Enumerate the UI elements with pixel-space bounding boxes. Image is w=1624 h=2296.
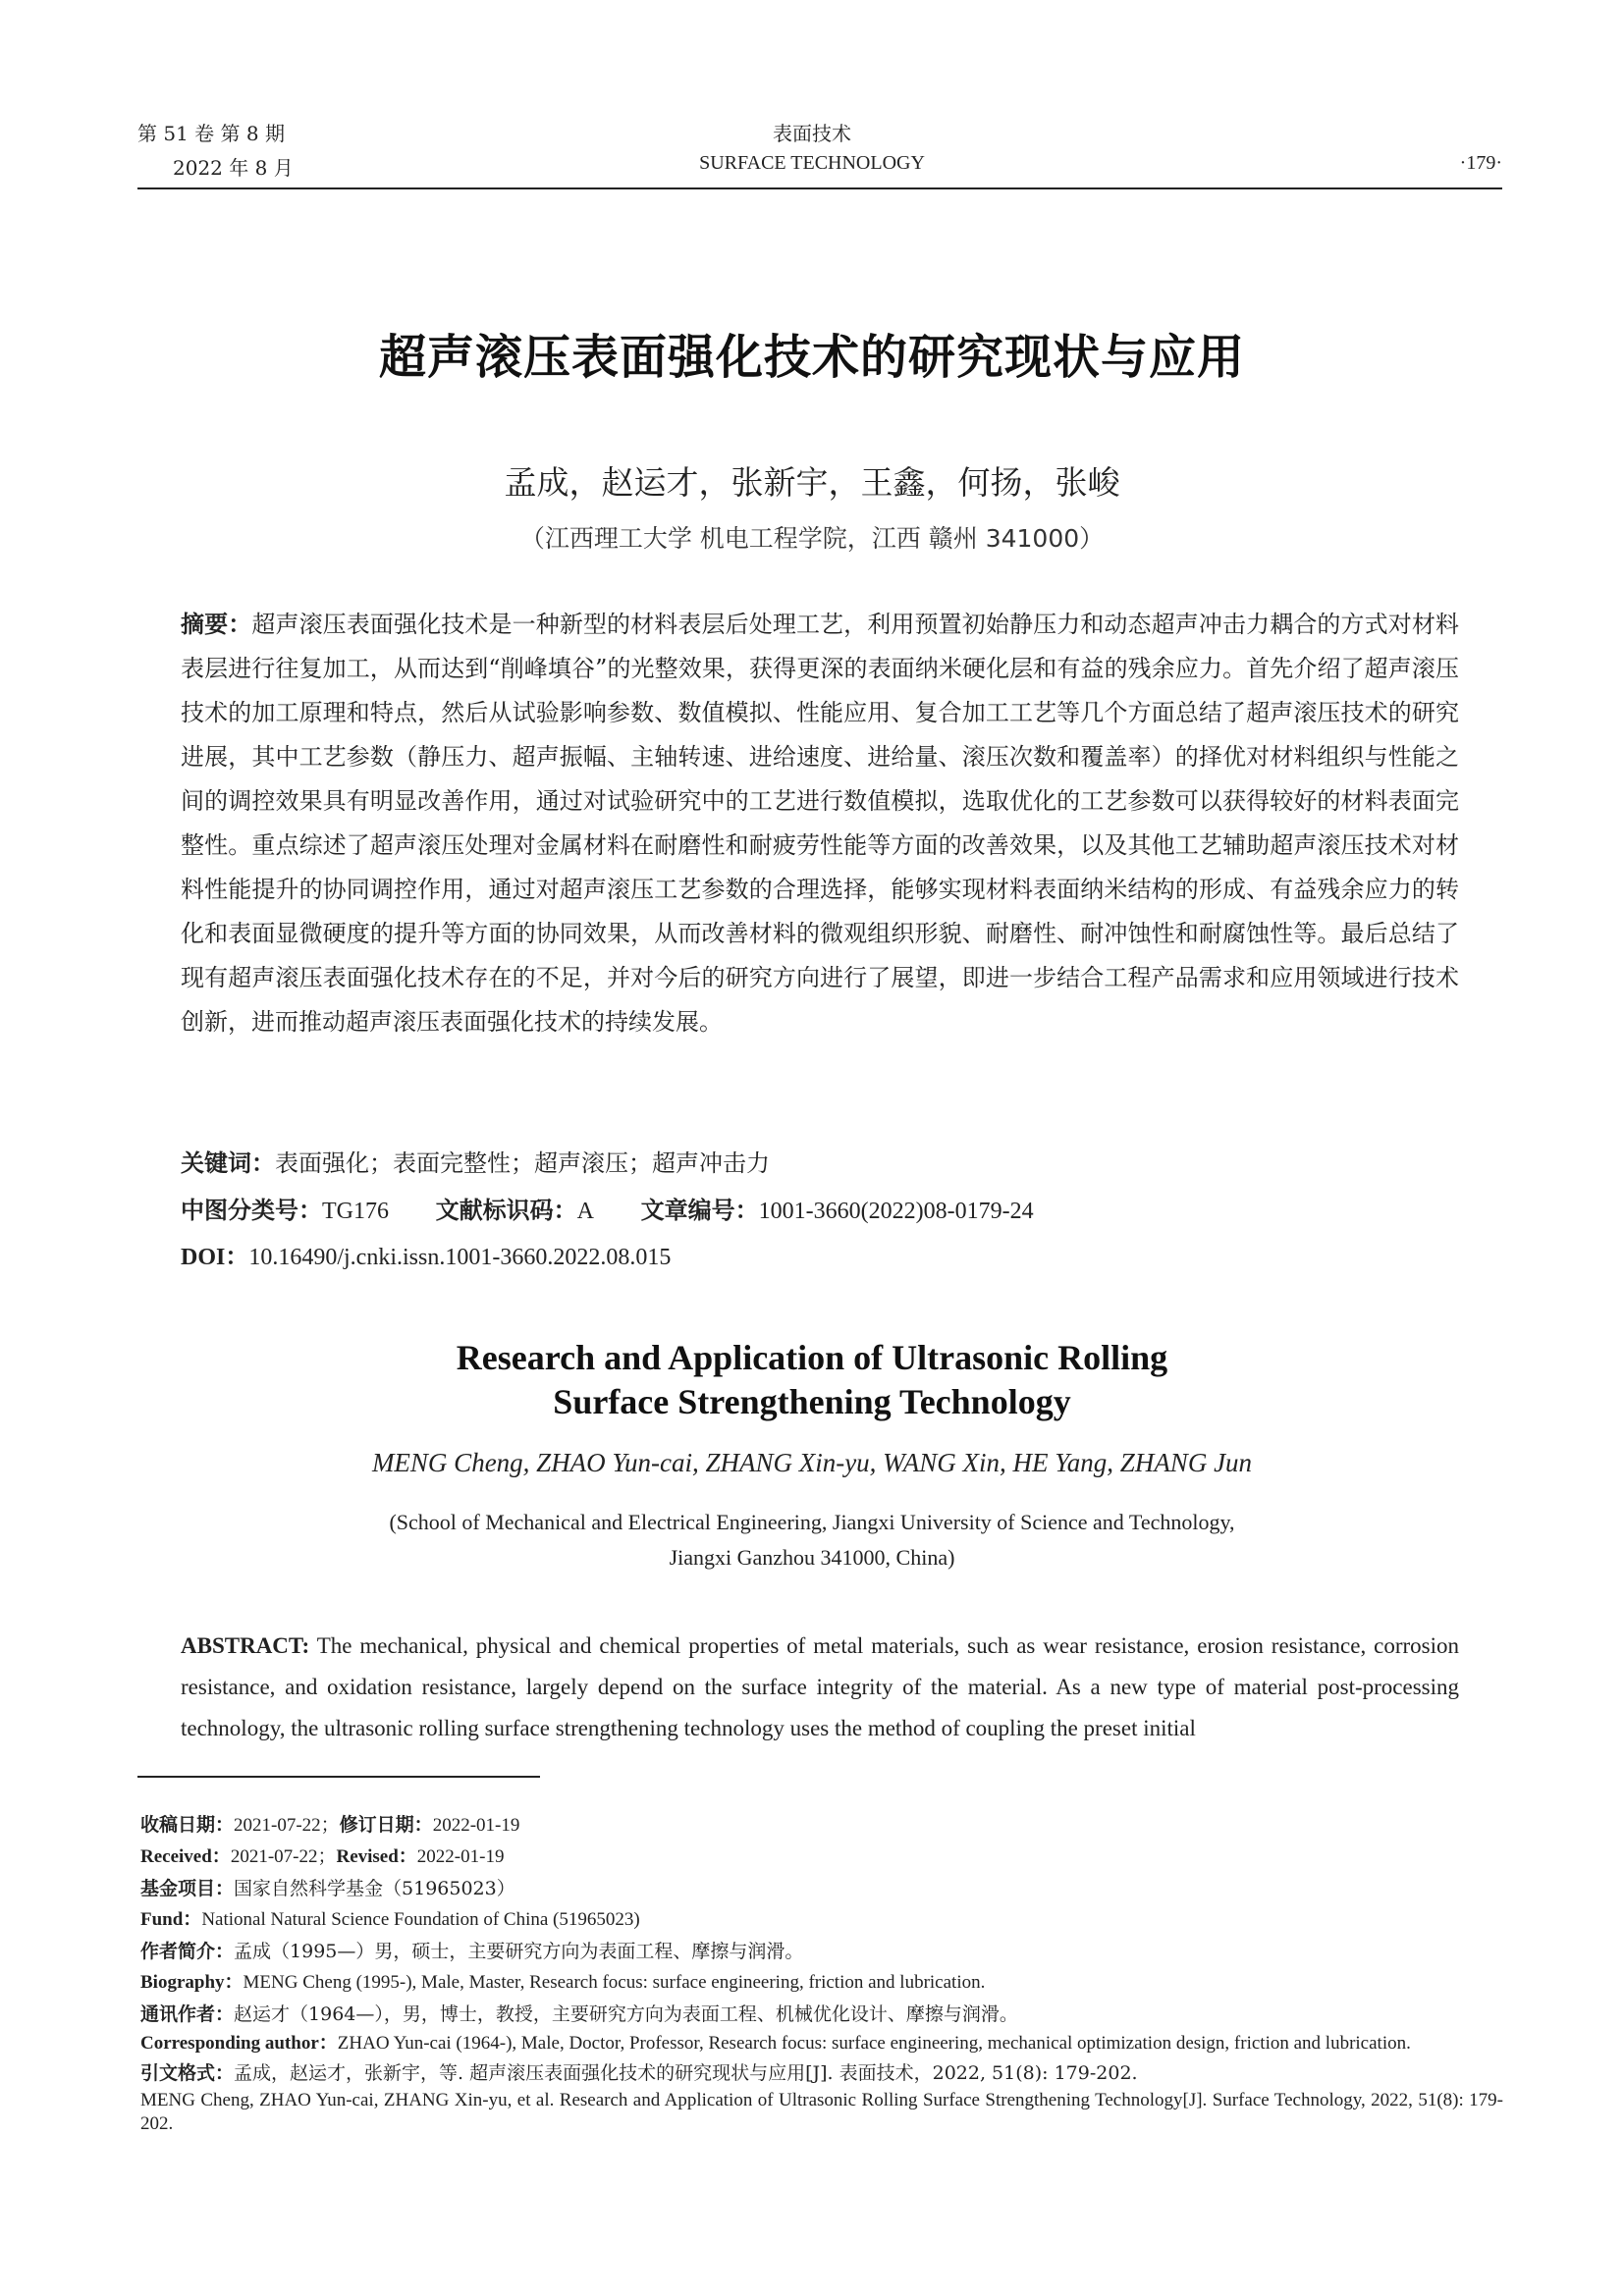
bio-cn-label: 作者简介： bbox=[140, 1941, 235, 1962]
fund-cn-label: 基金项目： bbox=[140, 1878, 235, 1899]
header-page-number: ·179· bbox=[1459, 152, 1502, 174]
abstract-en-label: ABSTRACT: bbox=[181, 1633, 310, 1658]
authors-cn: 孟成，赵运才，张新宇，王鑫，何扬，张峻 bbox=[504, 463, 1120, 502]
doi-label: DOI： bbox=[181, 1245, 249, 1270]
header-volume-issue: 第 51 卷 第 8 期 bbox=[137, 122, 285, 145]
corr-cn-value: 赵运才（1964—），男，博士，教授，主要研究方向为表面工程、机械优化设计、摩擦与润滑。 bbox=[234, 2003, 1018, 2025]
title-en-line1: Research and Application of Ultrasonic Rolling bbox=[456, 1338, 1168, 1377]
revised-cn-value: 2022-01-19 bbox=[432, 1815, 520, 1836]
footnote-fund-en bbox=[140, 1904, 1503, 1936]
doi-line bbox=[181, 1237, 671, 1271]
fund-en-value: National Natural Science Foundation of China (51965023) bbox=[201, 1909, 640, 1930]
clc-label: 中图分类号： bbox=[181, 1197, 322, 1224]
footnote-rule bbox=[137, 1776, 540, 1778]
received-cn-value: 2021-07-22； bbox=[234, 1815, 340, 1836]
fund-en-label: Fund： bbox=[140, 1909, 202, 1930]
cite-cn-value: 孟成，赵运才，张新宇，等. 超声滚压表面强化技术的研究现状与应用[J]. 表面技术，2022, 51(8): 179-202. bbox=[234, 2062, 1138, 2084]
bio-cn-value: 孟成（1995—）男，硕士，主要研究方向为表面工程、摩擦与润滑。 bbox=[234, 1941, 804, 1962]
affiliation-en-line1: (School of Mechanical and Electrical Engineering, Jiangxi University of Science and Technology, bbox=[389, 1510, 1235, 1534]
article-no-label: 文章编号： bbox=[640, 1197, 759, 1224]
header-journal-cn: 表面技术 bbox=[773, 122, 851, 145]
corr-en-label: Corresponding author： bbox=[140, 2033, 338, 2054]
abstract-cn bbox=[181, 603, 1459, 1044]
doi-value: 10.16490/j.cnki.issn.1001-3660.2022.08.015 bbox=[248, 1245, 672, 1270]
footnotes bbox=[140, 1809, 1503, 2136]
abstract-en bbox=[181, 1626, 1459, 1749]
footnote-fund-cn bbox=[140, 1873, 1503, 1904]
title-cn: 超声滚压表面强化技术的研究现状与应用 bbox=[378, 330, 1245, 385]
abstract-en-text: The mechanical, physical and chemical properties of metal materials, such as wear resistance, erosion resistance, corrosion resistance, and oxidation resistance, largely depend on the surface integrity of the material. As a new type of material post-processing technology, the ultrasonic rolling surface strengthening technology uses the method of coupling the preset initial bbox=[181, 1633, 1459, 1740]
abstract-cn-text: 超声滚压表面强化技术是一种新型的材料表层后处理工艺，利用预置初始静压力和动态超声冲击力耦合的方式对材料表层进行往复加工，从而达到“削峰填谷”的光整效果，获得更深的表面纳米硬化层和有益的残余应力。首先介绍了超声滚压技术的加工原理和特点，然后从试验影响参数、数值模拟、性能应用、复合加工工艺等几个方面总结了超声滚压技术的研究进展，其中工艺参数（静压力、超声振幅、主轴转速、进给速度、进给量、滚压次数和覆盖率）的择优对材料组织与性能之间的调控效果具有明显改善作用，通过对试验研究中的工艺进行数值模拟，选取优化的工艺参数可以获得较好的材料表面完整性。重点综述了超声滚压处理对金属材料在耐磨性和耐疲劳性能等方面的改善效果，以及其他工艺辅助超声滚压技术对材料性能提升的协同调控作用，通过对超声滚压工艺参数的合理选择，能够实现材料表面纳米结构的形成、有益残余应力的转化和表面显微硬度的提升等方面的协同效果，从而改善材料的微观组织形貌、耐磨性、耐冲蚀性和耐腐蚀性等。最后总结了现有超声滚压表面强化技术存在的不足，并对今后的研究方向进行了展望，即进一步结合工程产品需求和应用领域进行技术创新，进而推动超声滚压表面强化技术的持续发展。 bbox=[181, 611, 1460, 1036]
cite-cn-label: 引文格式： bbox=[140, 2062, 235, 2084]
abstract-cn-label: 摘要： bbox=[181, 611, 252, 638]
footnote-bio-cn bbox=[140, 1936, 1503, 1967]
doc-code-value: A bbox=[576, 1199, 594, 1224]
footnote-received-en bbox=[140, 1842, 1503, 1873]
footnote-corr-en bbox=[140, 2030, 1503, 2057]
keywords-cn-text: 表面强化；表面完整性；超声滚压；超声冲击力 bbox=[275, 1149, 770, 1177]
bio-en-label: Biography： bbox=[140, 1972, 244, 1993]
affiliation-cn: （江西理工大学 机电工程学院，江西 赣州 341000） bbox=[519, 524, 1105, 553]
affiliation-en-line2: Jiangxi Ganzhou 341000, China) bbox=[669, 1545, 955, 1570]
received-cn-label: 收稿日期： bbox=[140, 1814, 235, 1836]
footnote-received-cn bbox=[140, 1809, 1503, 1842]
title-en-line2: Surface Strengthening Technology bbox=[553, 1382, 1071, 1421]
footnote-corr-cn bbox=[140, 1999, 1503, 2030]
footnote-cite-en: MENG Cheng, ZHAO Yun-cai, ZHANG Xin-yu, et al. Research and Application of Ultrasonic Rolling Surface Strengthening Technology[J]. Surface Technology, 2022, 51(8): 179-202. bbox=[140, 2090, 1503, 2134]
revised-en-value: 2022-01-19 bbox=[416, 1846, 505, 1867]
footnote-bio-en bbox=[140, 1967, 1503, 1999]
header-journal-en: SURFACE TECHNOLOGY bbox=[699, 152, 925, 174]
authors-en: MENG Cheng, ZHAO Yun-cai, ZHANG Xin-yu, WANG Xin, HE Yang, ZHANG Jun bbox=[371, 1448, 1253, 1477]
keywords-cn-label: 关键词： bbox=[181, 1149, 275, 1177]
header-rule bbox=[137, 187, 1502, 189]
fund-cn-value: 国家自然科学基金（51965023） bbox=[234, 1878, 515, 1899]
received-en-label: Received： bbox=[140, 1846, 231, 1867]
classification-row bbox=[181, 1191, 1073, 1225]
corr-cn-label: 通讯作者： bbox=[140, 2003, 235, 2025]
article-no-value: 1001-3660(2022)08-0179-24 bbox=[758, 1199, 1034, 1224]
affiliation-en bbox=[0, 1505, 1624, 1575]
received-en-value: 2021-07-22； bbox=[230, 1846, 337, 1867]
corr-en-value: ZHAO Yun-cai (1964-), Male, Doctor, Professor, Research focus: surface engineering, mechanical optimization design, friction and lubrication. bbox=[337, 2033, 1411, 2054]
clc-value: TG176 bbox=[322, 1199, 389, 1224]
title-en bbox=[0, 1336, 1624, 1424]
footnote-cite-cn bbox=[140, 2057, 1503, 2089]
bio-en-value: MENG Cheng (1995-), Male, Master, Research focus: surface engineering, friction and lubrication. bbox=[243, 1972, 986, 1993]
header-date: 2022 年 8 月 bbox=[173, 156, 294, 180]
revised-cn-label: 修订日期： bbox=[339, 1814, 433, 1836]
keywords-cn bbox=[181, 1144, 1459, 1178]
revised-en-label: Revised： bbox=[336, 1846, 417, 1867]
doc-code-label: 文献标识码： bbox=[435, 1197, 577, 1224]
